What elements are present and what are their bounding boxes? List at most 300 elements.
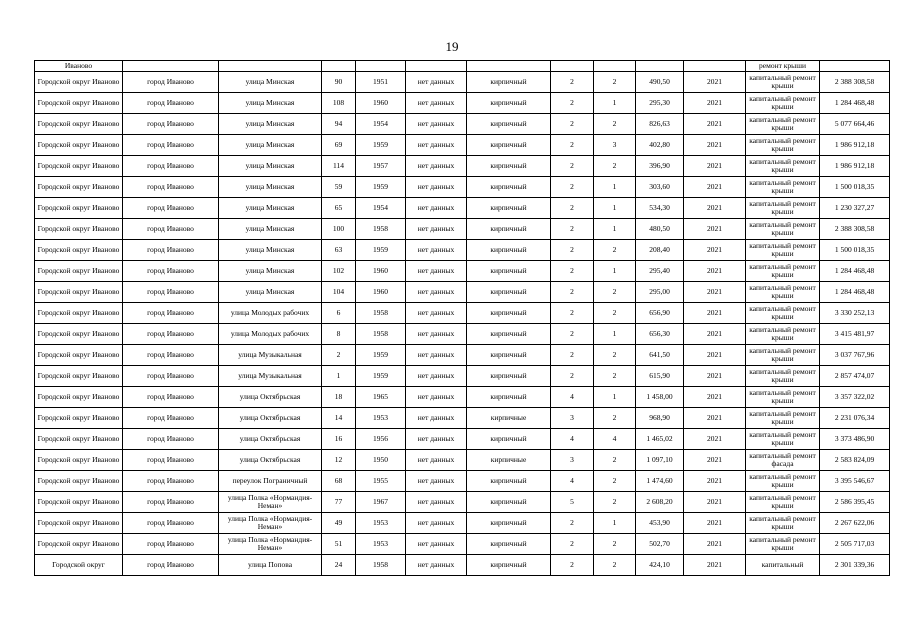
wall-material-cell: кирпичный [467, 198, 551, 219]
cost-cell: 2 857 474,07 [820, 366, 890, 387]
floors-cell: 2 [551, 324, 594, 345]
entrances-cell: 2 [594, 114, 636, 135]
cost-cell: 3 373 486,90 [820, 429, 890, 450]
house-number-cell: 18 [322, 387, 356, 408]
entrances-cell: 2 [594, 450, 636, 471]
area-cell: 295,00 [636, 282, 684, 303]
work-type-cell: капитальный ремонт крыши [746, 93, 820, 114]
commissioning-cell: нет данных [406, 555, 467, 576]
settlement-cell: город Иваново [123, 513, 219, 534]
municipality-cell: Городской округ Иваново [35, 345, 123, 366]
settlement-cell: город Иваново [123, 450, 219, 471]
wall-material-cell: кирпичный [467, 72, 551, 93]
work-type-cell: капитальный ремонт крыши [746, 366, 820, 387]
area-cell: 826,63 [636, 114, 684, 135]
work-type-cell: капитальный ремонт фасада [746, 450, 820, 471]
floors-cell: 4 [551, 429, 594, 450]
entrances-cell: 1 [594, 177, 636, 198]
area-cell: 490,50 [636, 72, 684, 93]
settlement-cell: город Иваново [123, 471, 219, 492]
planned-year-cell: 2021 [684, 72, 746, 93]
settlement-cell: город Иваново [123, 72, 219, 93]
cost-cell: 2 267 622,06 [820, 513, 890, 534]
wall-material-cell: кирпичный [467, 324, 551, 345]
municipality-cell: Городской округ Иваново [35, 408, 123, 429]
house-number-cell: 68 [322, 471, 356, 492]
commissioning-cell: нет данных [406, 282, 467, 303]
floors-cell: 2 [551, 282, 594, 303]
commissioning-cell: нет данных [406, 429, 467, 450]
settlement-cell: город Иваново [123, 198, 219, 219]
cost-cell: 1 284 468,48 [820, 261, 890, 282]
wall-material-cell: кирпичный [467, 513, 551, 534]
table-row [35, 429, 890, 450]
entrances-cell: 2 [594, 366, 636, 387]
street-cell: улица Молодых рабочих [219, 303, 322, 324]
planned-year-cell: 2021 [684, 366, 746, 387]
table-row [35, 177, 890, 198]
street-cell: улица Полка «Нормандия-Неман» [219, 492, 322, 513]
settlement-cell: город Иваново [123, 93, 219, 114]
cost-cell: 3 415 481,97 [820, 324, 890, 345]
wall-material-cell: кирпичный [467, 282, 551, 303]
table-row [35, 471, 890, 492]
work-type-cell: капитальный ремонт крыши [746, 492, 820, 513]
wall-material-cell: кирпичный [467, 156, 551, 177]
commissioning-cell: нет данных [406, 72, 467, 93]
house-number-cell: 59 [322, 177, 356, 198]
year-built-cell: 1967 [356, 492, 406, 513]
year-built-cell: 1955 [356, 471, 406, 492]
cost-cell: 1 230 327,27 [820, 198, 890, 219]
settlement-cell: город Иваново [123, 366, 219, 387]
settlement-cell: город Иваново [123, 303, 219, 324]
planned-year-cell: 2021 [684, 114, 746, 135]
table-row [35, 408, 890, 429]
area-cell: 295,30 [636, 93, 684, 114]
area-cell: 1 097,10 [636, 450, 684, 471]
municipality-cell: Городской округ Иваново [35, 114, 123, 135]
area-cell: 480,50 [636, 219, 684, 240]
table-row [35, 156, 890, 177]
municipality-cell: Городской округ Иваново [35, 72, 123, 93]
entrances-cell: 2 [594, 492, 636, 513]
settlement-cell: город Иваново [123, 324, 219, 345]
settlement-cell: город Иваново [123, 534, 219, 555]
table-row [35, 219, 890, 240]
settlement-cell: город Иваново [123, 345, 219, 366]
wall-material-cell: кирпичный [467, 534, 551, 555]
street-cell: улица Октябрьская [219, 450, 322, 471]
house-number-cell: 51 [322, 534, 356, 555]
work-type-cell: капитальный ремонт крыши [746, 198, 820, 219]
street-cell: улица Минская [219, 282, 322, 303]
table-row [35, 240, 890, 261]
work-type-cell: капитальный ремонт крыши [746, 303, 820, 324]
house-number-cell: 69 [322, 135, 356, 156]
municipality-cell: Городской округ Иваново [35, 240, 123, 261]
planned-year-cell: 2021 [684, 93, 746, 114]
work-type-cell: капитальный ремонт крыши [746, 408, 820, 429]
floors-cell: 3 [551, 408, 594, 429]
work-type-cell: капитальный ремонт крыши [746, 324, 820, 345]
house-number-cell: 6 [322, 303, 356, 324]
street-cell: улица Минская [219, 93, 322, 114]
area-cell: 1 474,60 [636, 471, 684, 492]
commissioning-cell: нет данных [406, 240, 467, 261]
floors-cell: 2 [551, 261, 594, 282]
municipality-cell: Городской округ Иваново [35, 429, 123, 450]
cost-cell [820, 61, 890, 72]
house-number-cell: 49 [322, 513, 356, 534]
cost-cell: 2 586 395,45 [820, 492, 890, 513]
table-body [35, 61, 890, 576]
table-row [35, 345, 890, 366]
wall-material-cell: кирпичный [467, 219, 551, 240]
street-cell: улица Музыкальная [219, 366, 322, 387]
street-cell: улица Полка «Нормандия-Неман» [219, 513, 322, 534]
commissioning-cell: нет данных [406, 114, 467, 135]
municipality-cell: Городской округ Иваново [35, 513, 123, 534]
wall-material-cell: кирпичный [467, 555, 551, 576]
planned-year-cell: 2021 [684, 450, 746, 471]
municipality-cell: Иваново [35, 61, 123, 72]
area-cell: 656,90 [636, 303, 684, 324]
cost-cell: 2 231 076,34 [820, 408, 890, 429]
municipality-cell: Городской округ Иваново [35, 387, 123, 408]
commissioning-cell: нет данных [406, 219, 467, 240]
work-type-cell: капитальный ремонт крыши [746, 261, 820, 282]
area-cell: 641,50 [636, 345, 684, 366]
planned-year-cell: 2021 [684, 261, 746, 282]
planned-year-cell: 2021 [684, 492, 746, 513]
year-built-cell: 1953 [356, 534, 406, 555]
work-type-cell: капитальный ремонт крыши [746, 534, 820, 555]
year-built-cell: 1959 [356, 135, 406, 156]
settlement-cell: город Иваново [123, 219, 219, 240]
floors-cell: 2 [551, 240, 594, 261]
settlement-cell: город Иваново [123, 429, 219, 450]
table-row [35, 387, 890, 408]
entrances-cell: 2 [594, 282, 636, 303]
cost-cell: 2 583 824,09 [820, 450, 890, 471]
cost-cell: 5 077 664,46 [820, 114, 890, 135]
cost-cell: 2 388 308,58 [820, 72, 890, 93]
year-built-cell: 1953 [356, 408, 406, 429]
cost-cell: 2 301 339,36 [820, 555, 890, 576]
house-number-cell: 1 [322, 366, 356, 387]
floors-cell: 2 [551, 555, 594, 576]
cost-cell: 1 284 468,48 [820, 282, 890, 303]
street-cell: улица Октябрьская [219, 387, 322, 408]
house-number-cell: 24 [322, 555, 356, 576]
entrances-cell: 1 [594, 198, 636, 219]
table-row [35, 261, 890, 282]
table-row [35, 303, 890, 324]
municipality-cell: Городской округ Иваново [35, 450, 123, 471]
wall-material-cell: кирпичный [467, 303, 551, 324]
year-built-cell: 1954 [356, 198, 406, 219]
floors-cell: 2 [551, 93, 594, 114]
municipality-cell: Городской округ Иваново [35, 198, 123, 219]
street-cell: улица Молодых рабочих [219, 324, 322, 345]
settlement-cell: город Иваново [123, 156, 219, 177]
table-row [35, 324, 890, 345]
wall-material-cell: кирпичный [467, 366, 551, 387]
cost-cell: 1 500 018,35 [820, 240, 890, 261]
year-built-cell: 1960 [356, 261, 406, 282]
area-cell: 402,80 [636, 135, 684, 156]
street-cell: улица Октябрьская [219, 408, 322, 429]
work-type-cell: капитальный ремонт крыши [746, 471, 820, 492]
entrances-cell: 1 [594, 219, 636, 240]
floors-cell: 2 [551, 534, 594, 555]
work-type-cell: капитальный ремонт крыши [746, 156, 820, 177]
floors-cell: 2 [551, 114, 594, 135]
year-built-cell: 1957 [356, 156, 406, 177]
municipality-cell: Городской округ Иваново [35, 471, 123, 492]
table-row [35, 282, 890, 303]
house-number-cell: 94 [322, 114, 356, 135]
street-cell: улица Минская [219, 240, 322, 261]
area-cell: 295,40 [636, 261, 684, 282]
area-cell [636, 61, 684, 72]
work-type-cell: капитальный ремонт крыши [746, 72, 820, 93]
entrances-cell: 2 [594, 72, 636, 93]
entrances-cell: 1 [594, 261, 636, 282]
entrances-cell: 2 [594, 345, 636, 366]
street-cell: улица Музыкальная [219, 345, 322, 366]
commissioning-cell: нет данных [406, 492, 467, 513]
street-cell: улица Минская [219, 156, 322, 177]
commissioning-cell: нет данных [406, 156, 467, 177]
work-type-cell: капитальный ремонт крыши [746, 513, 820, 534]
commissioning-cell: нет данных [406, 303, 467, 324]
planned-year-cell: 2021 [684, 555, 746, 576]
municipality-cell: Городской округ [35, 555, 123, 576]
entrances-cell: 2 [594, 534, 636, 555]
house-number-cell: 63 [322, 240, 356, 261]
settlement-cell: город Иваново [123, 282, 219, 303]
house-number-cell: 77 [322, 492, 356, 513]
floors-cell: 2 [551, 345, 594, 366]
cost-cell: 3 357 322,02 [820, 387, 890, 408]
work-type-cell: капитальный ремонт крыши [746, 429, 820, 450]
planned-year-cell: 2021 [684, 429, 746, 450]
floors-cell: 5 [551, 492, 594, 513]
year-built-cell: 1958 [356, 303, 406, 324]
settlement-cell [123, 61, 219, 72]
floors-cell: 4 [551, 387, 594, 408]
entrances-cell: 2 [594, 303, 636, 324]
entrances-cell: 2 [594, 408, 636, 429]
floors-cell: 2 [551, 513, 594, 534]
cost-cell: 1 986 912,18 [820, 156, 890, 177]
area-cell: 1 465,02 [636, 429, 684, 450]
year-built-cell: 1965 [356, 387, 406, 408]
settlement-cell: город Иваново [123, 408, 219, 429]
municipality-cell: Городской округ Иваново [35, 303, 123, 324]
work-type-cell: капитальный ремонт крыши [746, 387, 820, 408]
year-built-cell: 1959 [356, 177, 406, 198]
table-row [35, 492, 890, 513]
entrances-cell: 1 [594, 93, 636, 114]
commissioning-cell: нет данных [406, 450, 467, 471]
table-row [35, 513, 890, 534]
municipality-cell: Городской округ Иваново [35, 282, 123, 303]
commissioning-cell: нет данных [406, 198, 467, 219]
settlement-cell: город Иваново [123, 135, 219, 156]
table-row [35, 135, 890, 156]
settlement-cell: город Иваново [123, 261, 219, 282]
entrances-cell: 2 [594, 156, 636, 177]
planned-year-cell: 2021 [684, 471, 746, 492]
planned-year-cell: 2021 [684, 219, 746, 240]
entrances-cell: 2 [594, 555, 636, 576]
wall-material-cell: кирпичный [467, 492, 551, 513]
house-number-cell: 102 [322, 261, 356, 282]
commissioning-cell: нет данных [406, 408, 467, 429]
planned-year-cell: 2021 [684, 408, 746, 429]
street-cell: улица Минская [219, 219, 322, 240]
wall-material-cell: кирпичный [467, 387, 551, 408]
area-cell: 2 608,20 [636, 492, 684, 513]
table-row [35, 450, 890, 471]
cost-cell: 3 395 546,67 [820, 471, 890, 492]
municipality-cell: Городской округ Иваново [35, 366, 123, 387]
wall-material-cell: кирпичный [467, 114, 551, 135]
housing-repair-table [34, 60, 890, 576]
planned-year-cell: 2021 [684, 324, 746, 345]
floors-cell: 2 [551, 219, 594, 240]
cost-cell: 1 284 468,48 [820, 93, 890, 114]
year-built-cell: 1959 [356, 366, 406, 387]
year-built-cell: 1953 [356, 513, 406, 534]
street-cell: улица Минская [219, 177, 322, 198]
planned-year-cell: 2021 [684, 534, 746, 555]
street-cell: улица Минская [219, 135, 322, 156]
floors-cell: 2 [551, 303, 594, 324]
work-type-cell: капитальный ремонт крыши [746, 345, 820, 366]
page-number: 19 [445, 39, 459, 54]
planned-year-cell: 2021 [684, 513, 746, 534]
wall-material-cell: кирпичный [467, 471, 551, 492]
work-type-cell: капитальный ремонт крыши [746, 135, 820, 156]
planned-year-cell: 2021 [684, 135, 746, 156]
house-number-cell: 114 [322, 156, 356, 177]
work-type-cell: капитальный ремонт крыши [746, 282, 820, 303]
floors-cell: 2 [551, 135, 594, 156]
commissioning-cell: нет данных [406, 345, 467, 366]
planned-year-cell: 2021 [684, 198, 746, 219]
house-number-cell: 100 [322, 219, 356, 240]
entrances-cell: 4 [594, 429, 636, 450]
settlement-cell: город Иваново [123, 492, 219, 513]
street-cell: улица Минская [219, 198, 322, 219]
street-cell: улица Минская [219, 72, 322, 93]
work-type-cell: капитальный ремонт крыши [746, 219, 820, 240]
entrances-cell: 1 [594, 324, 636, 345]
area-cell: 208,40 [636, 240, 684, 261]
planned-year-cell [684, 61, 746, 72]
year-built-cell: 1960 [356, 93, 406, 114]
street-cell: улица Минская [219, 114, 322, 135]
year-built-cell: 1958 [356, 219, 406, 240]
area-cell: 453,90 [636, 513, 684, 534]
table-row [35, 93, 890, 114]
floors-cell: 2 [551, 156, 594, 177]
floors-cell: 2 [551, 72, 594, 93]
work-type-cell: капитальный ремонт крыши [746, 114, 820, 135]
wall-material-cell: кирпичный [467, 240, 551, 261]
entrances-cell [594, 61, 636, 72]
floors-cell [551, 61, 594, 72]
entrances-cell: 1 [594, 387, 636, 408]
table-row [35, 534, 890, 555]
table-row-continued [35, 61, 890, 72]
entrances-cell: 2 [594, 471, 636, 492]
area-cell: 656,30 [636, 324, 684, 345]
house-number-cell: 90 [322, 72, 356, 93]
house-number-cell: 108 [322, 93, 356, 114]
table-row [35, 366, 890, 387]
settlement-cell: город Иваново [123, 177, 219, 198]
house-number-cell: 2 [322, 345, 356, 366]
house-number-cell: 16 [322, 429, 356, 450]
year-built-cell: 1958 [356, 555, 406, 576]
wall-material-cell [467, 61, 551, 72]
commissioning-cell: нет данных [406, 387, 467, 408]
planned-year-cell: 2021 [684, 345, 746, 366]
wall-material-cell: кирпичный [467, 93, 551, 114]
commissioning-cell: нет данных [406, 324, 467, 345]
commissioning-cell [406, 61, 467, 72]
house-number-cell: 8 [322, 324, 356, 345]
cost-cell: 3 037 767,96 [820, 345, 890, 366]
municipality-cell: Городской округ Иваново [35, 492, 123, 513]
settlement-cell: город Иваново [123, 387, 219, 408]
house-number-cell: 12 [322, 450, 356, 471]
work-type-cell: капитальный ремонт крыши [746, 177, 820, 198]
year-built-cell: 1956 [356, 429, 406, 450]
settlement-cell: город Иваново [123, 555, 219, 576]
year-built-cell [356, 61, 406, 72]
municipality-cell: Городской округ Иваново [35, 324, 123, 345]
street-cell: улица Полка «Нормандия-Неман» [219, 534, 322, 555]
planned-year-cell: 2021 [684, 156, 746, 177]
street-cell [219, 61, 322, 72]
planned-year-cell: 2021 [684, 240, 746, 261]
cost-cell: 1 986 912,18 [820, 135, 890, 156]
commissioning-cell: нет данных [406, 135, 467, 156]
work-type-cell: ремонт крыши [746, 61, 820, 72]
area-cell: 396,90 [636, 156, 684, 177]
year-built-cell: 1954 [356, 114, 406, 135]
year-built-cell: 1950 [356, 450, 406, 471]
street-cell: переулок Пограничный [219, 471, 322, 492]
floors-cell: 2 [551, 198, 594, 219]
year-built-cell: 1959 [356, 345, 406, 366]
commissioning-cell: нет данных [406, 471, 467, 492]
year-built-cell: 1959 [356, 240, 406, 261]
house-number-cell: 14 [322, 408, 356, 429]
work-type-cell: капитальный [746, 555, 820, 576]
cost-cell: 2 388 308,58 [820, 219, 890, 240]
municipality-cell: Городской округ Иваново [35, 219, 123, 240]
table-row [35, 198, 890, 219]
wall-material-cell: кирпичный [467, 345, 551, 366]
commissioning-cell: нет данных [406, 93, 467, 114]
